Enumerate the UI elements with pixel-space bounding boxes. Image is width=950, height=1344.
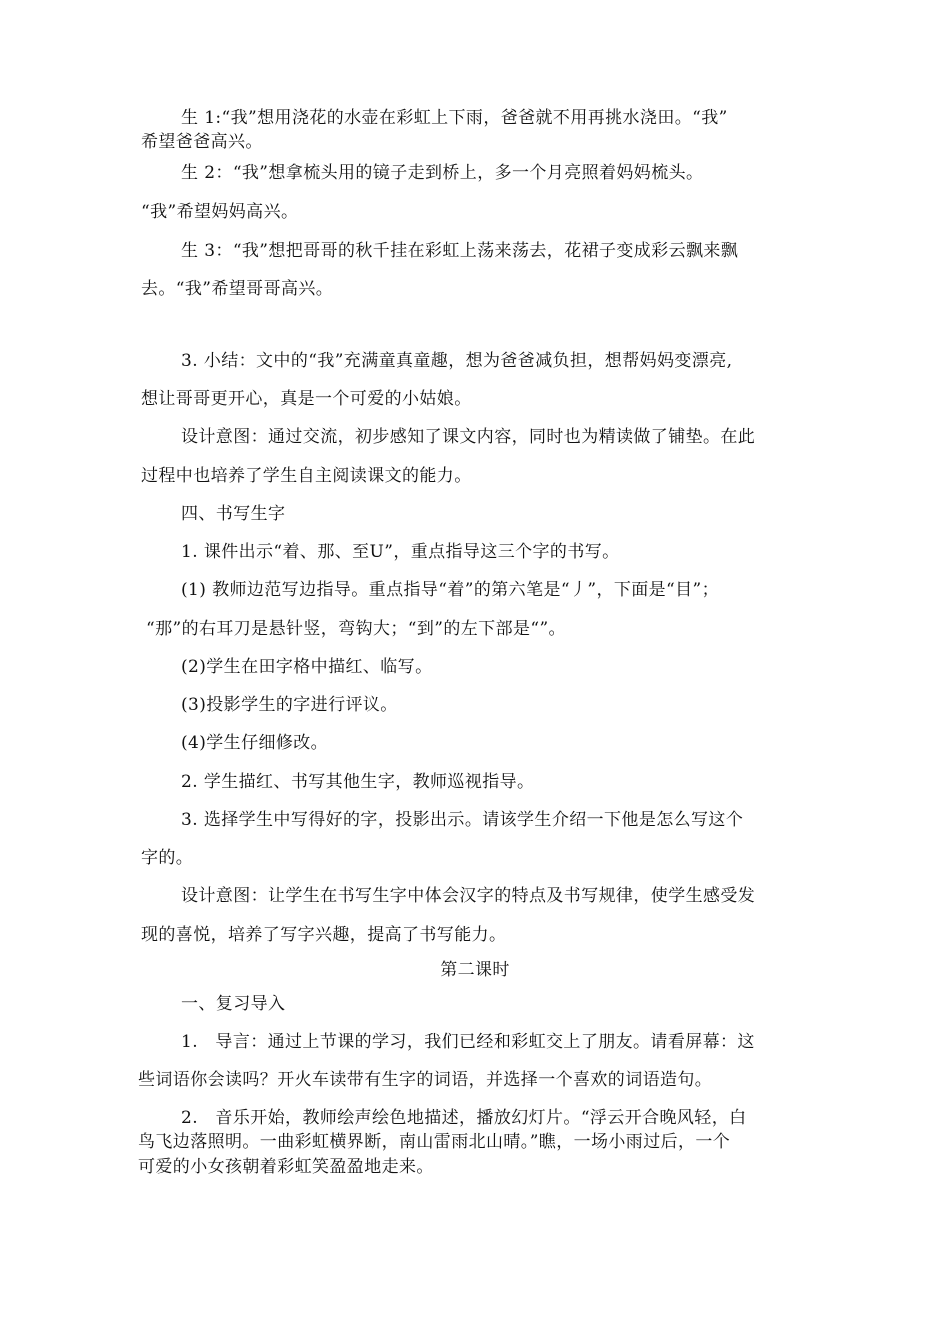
paragraph-design-intent1-line1: 设计意图：通过交流，初步感知了课文内容，同时也为精读做了铺垫。在此	[181, 427, 756, 447]
paragraph-writing-sub1-line2: “那”的右耳刀是悬针竖，弯钩大；“到”的左下部是“”。	[146, 619, 566, 639]
paragraph-student1-line2: 希望爸爸高兴。	[141, 132, 263, 152]
paragraph-writing-step2: 2. 学生描红、书写其他生字，教师巡视指导。	[181, 772, 535, 792]
paragraph-design-intent1-line2: 过程中也培养了学生自主阅读课文的能力。	[141, 466, 472, 486]
paragraph-student2-line1: 生 2：“我”想拿梳头用的镜子走到桥上，多一个月亮照着妈妈梳头。	[181, 163, 704, 183]
paragraph-writing-step3-line1: 3. 选择学生中写得好的字，投影出示。请该学生介绍一下他是怎么写这个	[181, 810, 744, 830]
paragraph-writing-sub2: (2)学生在田字格中描红、临写。	[181, 657, 433, 677]
section-title-second-lesson: 第二课时	[440, 960, 510, 980]
paragraph-student2-line2: “我”希望妈妈高兴。	[141, 202, 299, 222]
section-heading-review: 一、复习导入	[181, 994, 286, 1014]
paragraph-writing-sub3: (3)投影学生的字进行评议。	[181, 695, 398, 715]
paragraph-review-step2-line2: 鸟飞边落照明。一曲彩虹横界断，南山雷雨北山晴。”瞧，一场小雨过后，一个	[138, 1132, 731, 1152]
paragraph-review-step2-line3: 可爱的小女孩朝着彩虹笑盈盈地走来。	[138, 1157, 434, 1177]
paragraph-summary-line1: 3. 小结：文中的“我”充满童真童趣，想为爸爸减负担，想帮妈妈变漂亮,	[181, 351, 733, 371]
paragraph-design-intent2-line1: 设计意图：让学生在书写生字中体会汉字的特点及书写规律，使学生感受发	[181, 886, 756, 906]
paragraph-design-intent2-line2: 现的喜悦，培养了写字兴趣，提高了书写能力。	[141, 925, 507, 945]
paragraph-student1-line1: 生 1:“我”想用浇花的水壶在彩虹上下雨，爸爸就不用再挑水浇田。“我”	[181, 108, 728, 128]
section-heading-writing: 四、书写生字	[181, 504, 286, 524]
paragraph-writing-step1: 1. 课件出示“着、那、至U”，重点指导这三个字的书写。	[181, 542, 620, 562]
paragraph-review-step1-line1: 1. 导言：通过上节课的学习，我们已经和彩虹交上了朋友。请看屏幕：这	[181, 1032, 755, 1052]
paragraph-writing-step3-line2: 字的。	[141, 848, 194, 868]
paragraph-summary-line2: 想让哥哥更开心，真是一个可爱的小姑娘。	[141, 389, 472, 409]
paragraph-review-step2-line1: 2. 音乐开始，教师绘声绘色地描述，播放幻灯片。“浮云开合晚风轻，白	[181, 1108, 747, 1128]
paragraph-student3-line2: 去。“我”希望哥哥高兴。	[141, 279, 334, 299]
paragraph-student3-line1: 生 3：“我”想把哥哥的秋千挂在彩虹上荡来荡去，花裙子变成彩云飘来飘	[181, 241, 739, 261]
paragraph-writing-sub4: (4)学生仔细修改。	[181, 733, 329, 753]
paragraph-writing-sub1-line1: (1) 教师边范写边指导。重点指导“着”的第六笔是“丿”，下面是“目”；	[181, 580, 720, 600]
paragraph-review-step1-line2: 些词语你会读吗？开火车读带有生字的词语，并选择一个喜欢的词语造句。	[138, 1070, 713, 1090]
